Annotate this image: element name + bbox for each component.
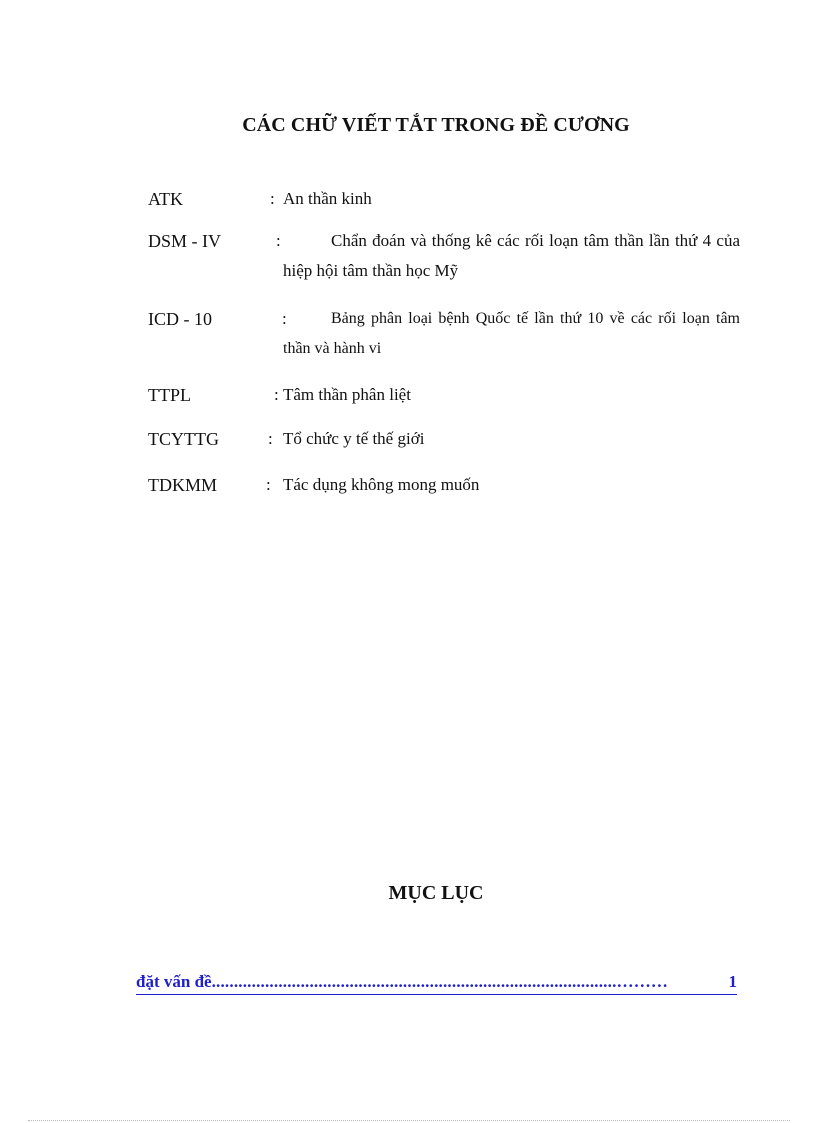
abbreviation-colon: : — [266, 475, 271, 494]
abbreviation-definition: An thần kinh — [283, 189, 372, 208]
abbreviation-code: ATK — [148, 189, 183, 209]
page-bottom-divider — [28, 1120, 790, 1121]
abbreviation-definition: Tổ chức y tế thế giới — [283, 429, 425, 448]
abbreviation-colon: : — [274, 385, 279, 404]
abbreviations-title: CÁC CHỮ VIẾT TẮT TRONG ĐỀ CƯƠNG — [242, 114, 630, 136]
toc-entry-leader: ...........................................................................................……… — [211, 972, 669, 991]
abbreviation-definition: Tác dụng không mong muốn — [283, 475, 480, 494]
abbreviation-code: TDKMM — [148, 475, 218, 495]
abbreviation-definition: Chẩn đoán và thống kê các rối loạn tâm thần lần thứ 4 của hiệp hội tâm thần học Mỹ — [283, 231, 740, 280]
abbreviation-row-ttpl — [148, 380, 740, 424]
abbreviation-code: TTPL — [148, 385, 191, 405]
abbreviation-row-atk — [148, 184, 740, 226]
abbreviation-code: TCYTTG — [148, 429, 219, 449]
abbreviation-row-icd — [148, 304, 740, 380]
toc-entry-link[interactable] — [136, 970, 737, 995]
abbreviation-code: DSM - IV — [148, 231, 222, 251]
abbreviation-definition: Tâm thần phân liệt — [283, 385, 411, 404]
abbreviation-colon: : — [276, 231, 281, 250]
toc-entry-page-number: 1 — [723, 970, 738, 994]
abbreviation-code: ICD - 10 — [148, 309, 212, 329]
abbreviation-colon: : — [270, 189, 275, 208]
abbreviations-list — [148, 184, 740, 510]
abbreviation-row-dsm — [148, 226, 740, 304]
abbreviation-row-tdkmm — [148, 470, 740, 510]
abbreviation-definition: Bảng phân loại bệnh Quốc tế lần thứ 10 về các rối loạn tâm thần và hành vi — [283, 310, 740, 357]
abbreviation-colon: : — [268, 429, 273, 448]
abbreviation-colon: : — [282, 309, 287, 328]
abbreviation-row-tcyttg — [148, 424, 740, 470]
toc-entry-label: đặt vấn đề — [136, 972, 212, 991]
toc-title: MỤC LỤC — [388, 882, 484, 904]
